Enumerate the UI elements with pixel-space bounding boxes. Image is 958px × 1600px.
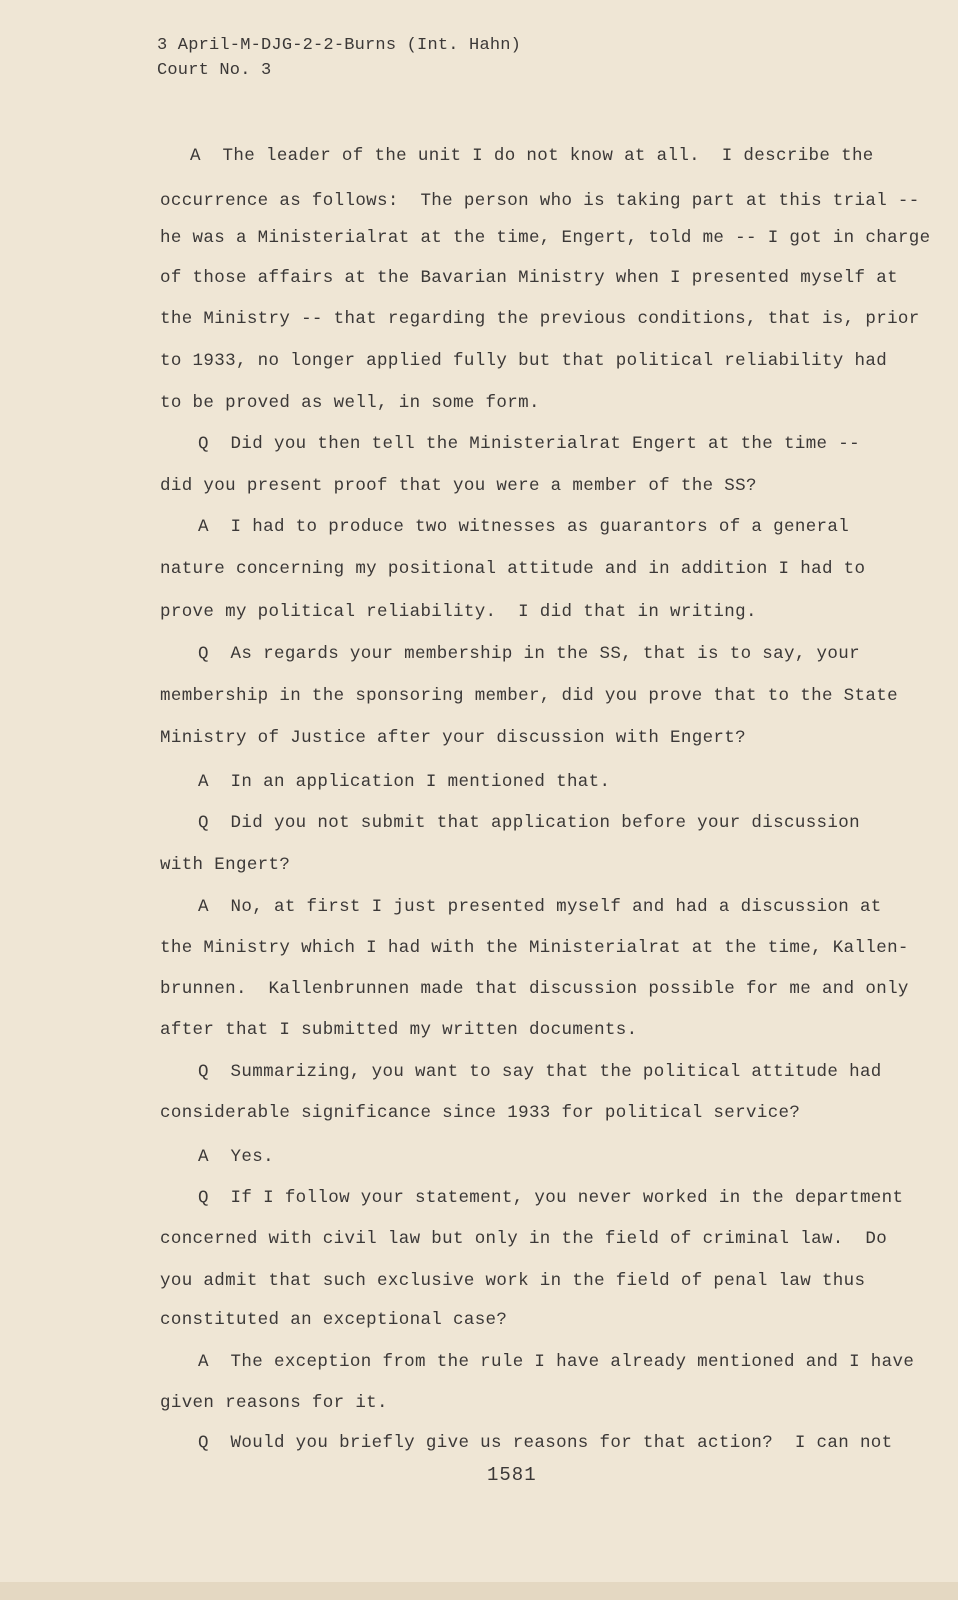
header-case-reference: 3 April-M-DJG-2-2-Burns (Int. Hahn)	[157, 36, 522, 55]
transcript-line: to be proved as well, in some form.	[160, 393, 540, 413]
page-number: 1581	[487, 1464, 537, 1486]
transcript-line: he was a Ministerialrat at the time, Engert, told me -- I got in charge	[160, 228, 931, 248]
transcript-line: you admit that such exclusive work in the field of penal law thus	[160, 1271, 866, 1291]
document-header	[157, 33, 521, 83]
transcript-line: brunnen. Kallenbrunnen made that discussion possible for me and only	[160, 979, 909, 999]
header-court-number: Court No. 3	[157, 61, 272, 80]
transcript-line: Q If I follow your statement, you never worked in the department	[198, 1188, 904, 1208]
transcript-line: of those affairs at the Bavarian Ministry when I presented myself at	[160, 268, 898, 288]
transcript-line: Q Did you not submit that application before your discussion	[198, 813, 860, 833]
transcript-line: after that I submitted my written documents.	[160, 1020, 638, 1040]
transcript-line: Ministry of Justice after your discussion with Engert?	[160, 728, 746, 748]
transcript-line: A The exception from the rule I have already mentioned and I have	[198, 1352, 915, 1372]
transcript-line: with Engert?	[160, 855, 291, 875]
transcript-line: concerned with civil law but only in the field of criminal law. Do	[160, 1229, 888, 1249]
transcript-line: A I had to produce two witnesses as guarantors of a general	[198, 517, 850, 537]
transcript-line: constituted an exceptional case?	[160, 1310, 508, 1330]
transcript-line: nature concerning my positional attitude and in addition I had to	[160, 559, 866, 579]
transcript-line: did you present proof that you were a member of the SS?	[160, 476, 757, 496]
transcript-line: A In an application I mentioned that.	[198, 772, 611, 792]
transcript-line: A The leader of the unit I do not know at all. I describe the	[190, 146, 874, 166]
page-bottom-edge	[0, 1582, 958, 1600]
transcript-line: Q As regards your membership in the SS, that is to say, your	[198, 644, 860, 664]
transcript-line: Q Would you briefly give us reasons for that action? I can not	[198, 1433, 893, 1453]
transcript-line: the Ministry which I had with the Ministerialrat at the time, Kallen-	[160, 938, 909, 958]
transcript-line: Q Summarizing, you want to say that the political attitude had	[198, 1062, 882, 1082]
transcript-line: occurrence as follows: The person who is taking part at this trial --	[160, 191, 920, 211]
transcript-line: considerable significance since 1933 for political service?	[160, 1103, 801, 1123]
transcript-line: prove my political reliability. I did that in writing.	[160, 602, 757, 622]
transcript-line: the Ministry -- that regarding the previous conditions, that is, prior	[160, 309, 920, 329]
transcript-line: A No, at first I just presented myself and had a discussion at	[198, 897, 882, 917]
transcript-line: membership in the sponsoring member, did you prove that to the State	[160, 686, 898, 706]
transcript-line: A Yes.	[198, 1147, 274, 1167]
transcript-line: Q Did you then tell the Ministerialrat Engert at the time --	[198, 434, 860, 454]
transcript-line: given reasons for it.	[160, 1393, 388, 1413]
transcript-line: to 1933, no longer applied fully but that political reliability had	[160, 351, 888, 371]
